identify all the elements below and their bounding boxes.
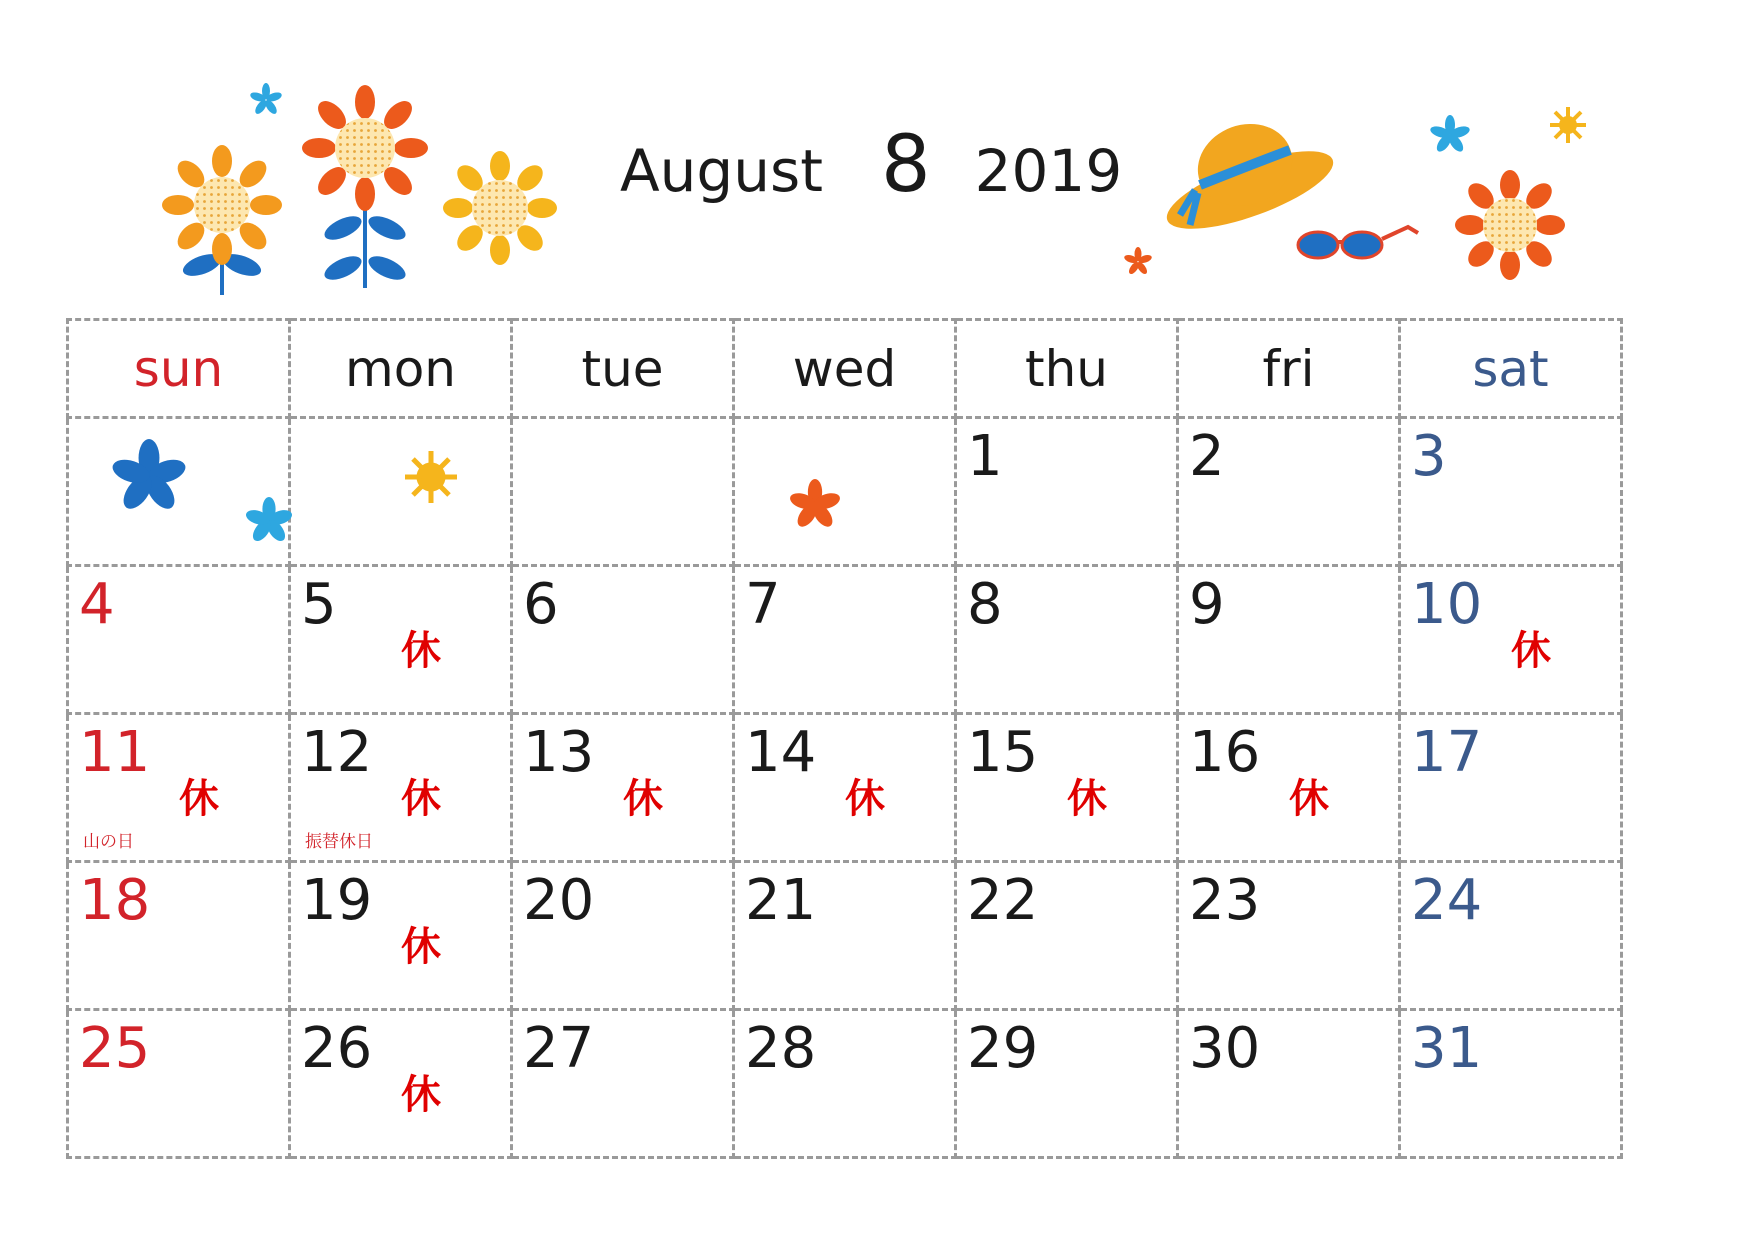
calendar-day-cell [68,566,290,714]
month-name: August [620,137,823,205]
calendar-week-row [68,1010,1622,1158]
asterisk-flower-icon [1123,247,1152,276]
calendar-day-cell [1400,566,1622,714]
asterisk-flower-icon [111,439,187,519]
calendar-day-cell [512,1010,734,1158]
calendar-day-cell [734,862,956,1010]
weekday-sun: sun [68,320,290,418]
day-number: 27 [523,1016,595,1081]
closed-mark: 休 [179,776,219,822]
asterisk-flower-icon [1429,115,1471,154]
year: 2019 [974,137,1123,205]
closed-mark: 休 [623,776,663,822]
weekday-fri: fri [1178,320,1400,418]
calendar-day-cell [1178,566,1400,714]
sunflower-icon [302,85,428,288]
calendar-day-cell [68,1010,290,1158]
calendar-day-cell [956,418,1178,566]
closed-mark: 休 [1511,628,1551,674]
day-number: 30 [1189,1016,1261,1081]
sunflower-icon [162,145,282,295]
header-illustrations [0,0,1755,310]
calendar-day-cell [512,566,734,714]
calendar-day-cell [290,1010,512,1158]
weekday-thu: thu [956,320,1178,418]
calendar-week-row [68,566,1622,714]
asterisk-flower-icon [789,479,841,535]
sunglasses-icon [1298,227,1418,258]
weekday-mon: mon [290,320,512,418]
day-number: 21 [745,868,817,933]
sun-icon [1550,107,1586,143]
calendar-day-cell [956,862,1178,1010]
day-number: 8 [967,572,1003,637]
calendar-day-cell [1400,418,1622,566]
calendar-day-cell [68,714,290,862]
closed-mark: 休 [401,776,441,822]
calendar-day-cell [1400,1010,1622,1158]
holiday-name: 振替休日 [305,832,373,852]
calendar-day-cell [956,566,1178,714]
calendar-day-cell [734,566,956,714]
calendar-week-row [68,418,1622,566]
sun-hat-icon [1158,111,1341,245]
weekday-sat: sat [1400,320,1622,418]
day-number: 19 [301,868,373,933]
sunflower-icon [1455,170,1565,280]
calendar-day-cell [512,714,734,862]
day-number: 16 [1189,720,1261,785]
calendar-day-cell [1178,418,1400,566]
weekday-tue: tue [512,320,734,418]
day-number: 11 [79,720,151,785]
day-number: 18 [79,868,151,933]
calendar-day-cell [290,418,512,566]
weekday-header-row [68,320,1622,418]
day-number: 15 [967,720,1039,785]
day-number: 26 [301,1016,373,1081]
calendar-day-cell [1178,862,1400,1010]
closed-mark: 休 [401,924,441,970]
calendar-day-cell [512,418,734,566]
calendar-week-row [68,862,1622,1010]
calendar-day-cell [734,714,956,862]
day-number: 31 [1411,1016,1483,1081]
sun-icon [401,447,461,511]
closed-mark: 休 [401,1072,441,1118]
day-number: 7 [745,572,781,637]
calendar-day-cell [290,566,512,714]
day-number: 23 [1189,868,1261,933]
sunflower-icon [443,151,557,265]
closed-mark: 休 [1289,776,1329,822]
day-number: 4 [79,572,115,637]
closed-mark: 休 [1067,776,1107,822]
calendar-grid [66,318,1623,1159]
calendar-day-cell [1178,714,1400,862]
calendar-week-row [68,714,1622,862]
day-number: 22 [967,868,1039,933]
calendar-day-cell [68,862,290,1010]
calendar-day-cell [1178,1010,1400,1158]
day-number: 6 [523,572,559,637]
day-number: 5 [301,572,337,637]
weekday-wed: wed [734,320,956,418]
day-number: 1 [967,424,1003,489]
calendar-day-cell [290,862,512,1010]
day-number: 28 [745,1016,817,1081]
month-number: 8 [880,120,931,210]
day-number: 20 [523,868,595,933]
day-number: 29 [967,1016,1039,1081]
calendar-day-cell [1400,714,1622,862]
day-number: 14 [745,720,817,785]
day-number: 12 [301,720,373,785]
calendar-day-cell [734,1010,956,1158]
calendar-day-cell [734,418,956,566]
holiday-name: 山の日 [83,832,134,852]
calendar-day-cell [290,714,512,862]
day-number: 24 [1411,868,1483,933]
closed-mark: 休 [845,776,885,822]
asterisk-flower-icon [249,83,283,116]
calendar-day-cell [956,1010,1178,1158]
closed-mark: 休 [401,628,441,674]
day-number: 3 [1411,424,1447,489]
day-number: 2 [1189,424,1225,489]
asterisk-flower-icon [245,497,293,549]
calendar-day-cell [1400,862,1622,1010]
calendar-day-cell [512,862,734,1010]
day-number: 10 [1411,572,1483,637]
calendar-day-cell [956,714,1178,862]
day-number: 13 [523,720,595,785]
day-number: 9 [1189,572,1225,637]
calendar-day-cell [68,418,290,566]
day-number: 17 [1411,720,1483,785]
day-number: 25 [79,1016,151,1081]
